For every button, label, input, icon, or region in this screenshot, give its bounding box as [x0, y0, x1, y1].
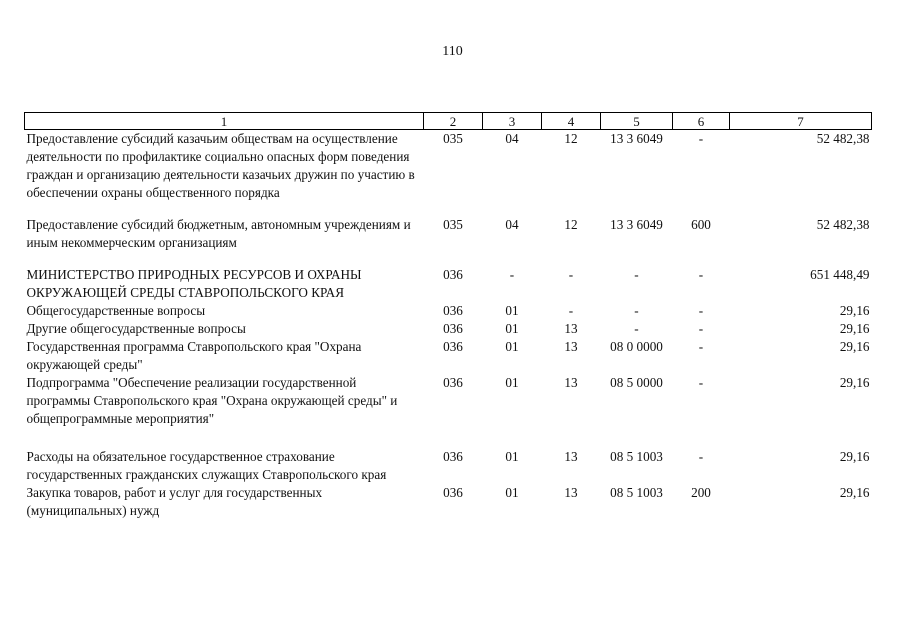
- row-amount: 29,16: [839, 339, 870, 354]
- row-amount: 29,16: [839, 303, 870, 318]
- table-row: [25, 266, 872, 302]
- row-subsection-code: 12: [564, 131, 578, 146]
- row-expense-type: -: [698, 339, 704, 354]
- row-expense-type: -: [698, 267, 704, 282]
- row-section-code: 01: [505, 375, 519, 390]
- row-name: Расходы на обязательное государственное страхование государственных гражданских служащих Ставропольского края: [26, 449, 387, 482]
- header-cell-1: 1: [25, 113, 424, 130]
- row-target-code: 08 5 0000: [610, 375, 663, 390]
- row-ministry-code: 036: [443, 321, 463, 336]
- row-name: Государственная программа Ставропольского края "Охрана окружающей среды": [26, 339, 362, 372]
- table-row: [25, 484, 872, 520]
- row-name: МИНИСТЕРСТВО ПРИРОДНЫХ РЕСУРСОВ И ОХРАНЫ ОКРУЖАЮЩЕЙ СРЕДЫ СТАВРОПОЛЬСКОГО КРАЯ: [26, 267, 362, 300]
- row-ministry-code: 035: [443, 217, 463, 232]
- row-subsection-code: 13: [564, 485, 578, 500]
- row-expense-type: 200: [691, 485, 711, 500]
- row-amount: 52 482,38: [816, 131, 870, 146]
- table-header-row: [25, 113, 872, 130]
- row-amount: 52 482,38: [816, 217, 870, 232]
- row-name: Другие общегосударственные вопросы: [26, 321, 246, 336]
- row-section-code: 04: [505, 131, 519, 146]
- header-cell-6: 6: [673, 113, 730, 130]
- row-amount: 29,16: [839, 449, 870, 464]
- row-target-code: -: [634, 303, 639, 318]
- row-amount: 29,16: [839, 375, 870, 390]
- row-section-code: 01: [505, 303, 519, 318]
- table-row: [25, 130, 872, 217]
- row-target-code: 08 5 1003: [610, 449, 663, 464]
- row-subsection-code: 13: [564, 375, 578, 390]
- row-ministry-code: 036: [443, 449, 463, 464]
- table-row: [25, 374, 872, 448]
- table-row: [25, 320, 872, 338]
- table-row: [25, 338, 872, 374]
- header-cell-2: 2: [424, 113, 483, 130]
- table-row: [25, 302, 872, 320]
- row-ministry-code: 035: [443, 131, 463, 146]
- row-section-code: 01: [505, 339, 519, 354]
- row-name: Предоставление субсидий бюджетным, автономным учреждениям и иным некоммерческим организациям: [26, 217, 411, 250]
- row-subsection-code: 13: [564, 449, 578, 464]
- page-number: 110: [442, 44, 463, 59]
- row-subsection-code: 13: [564, 321, 578, 336]
- row-subsection-code: 13: [564, 339, 578, 354]
- row-subsection-code: 12: [564, 217, 578, 232]
- table-row: [25, 216, 872, 266]
- row-ministry-code: 036: [443, 485, 463, 500]
- row-name: Общегосударственные вопросы: [26, 303, 206, 318]
- header-cell-5: 5: [601, 113, 673, 130]
- row-target-code: 13 3 6049: [610, 131, 663, 146]
- header-cell-7: 7: [730, 113, 872, 130]
- row-amount: 29,16: [839, 485, 870, 500]
- row-expense-type: 600: [691, 217, 711, 232]
- row-section-code: 01: [505, 321, 519, 336]
- header-cell-3: 3: [483, 113, 542, 130]
- row-section-code: 04: [505, 217, 519, 232]
- row-section-code: 01: [505, 485, 519, 500]
- row-target-code: -: [634, 321, 639, 336]
- row-expense-type: -: [698, 303, 704, 318]
- row-name: Закупка товаров, работ и услуг для государственных (муниципальных) нужд: [26, 485, 323, 518]
- row-name: Подпрограмма "Обеспечение реализации государственной программы Ставропольского края "Охрана окружающей среды" и общепрограммные мероприятия": [26, 375, 398, 426]
- budget-table: [24, 112, 872, 520]
- row-target-code: -: [634, 267, 639, 282]
- row-expense-type: -: [698, 375, 704, 390]
- row-target-code: 08 5 1003: [610, 485, 663, 500]
- row-section-code: 01: [505, 449, 519, 464]
- row-ministry-code: 036: [443, 303, 463, 318]
- row-ministry-code: 036: [443, 375, 463, 390]
- row-target-code: 13 3 6049: [610, 217, 663, 232]
- row-name: Предоставление субсидий казачьим обществам на осуществление деятельности по профилактике социально опасных форм поведения граждан и организацию деятельности казачьих дружин по участию в обеспечении охраны общественного порядка: [26, 131, 415, 200]
- row-section-code: -: [509, 267, 515, 282]
- row-expense-type: -: [698, 449, 704, 464]
- row-expense-type: -: [698, 131, 704, 146]
- row-ministry-code: 036: [443, 339, 463, 354]
- row-subsection-code: -: [568, 303, 574, 318]
- row-subsection-code: -: [568, 267, 574, 282]
- row-target-code: 08 0 0000: [610, 339, 663, 354]
- row-amount: 29,16: [839, 321, 870, 336]
- row-amount: 651 448,49: [810, 267, 870, 282]
- header-cell-4: 4: [542, 113, 601, 130]
- row-ministry-code: 036: [443, 267, 463, 282]
- row-expense-type: -: [698, 321, 704, 336]
- table-row: [25, 448, 872, 484]
